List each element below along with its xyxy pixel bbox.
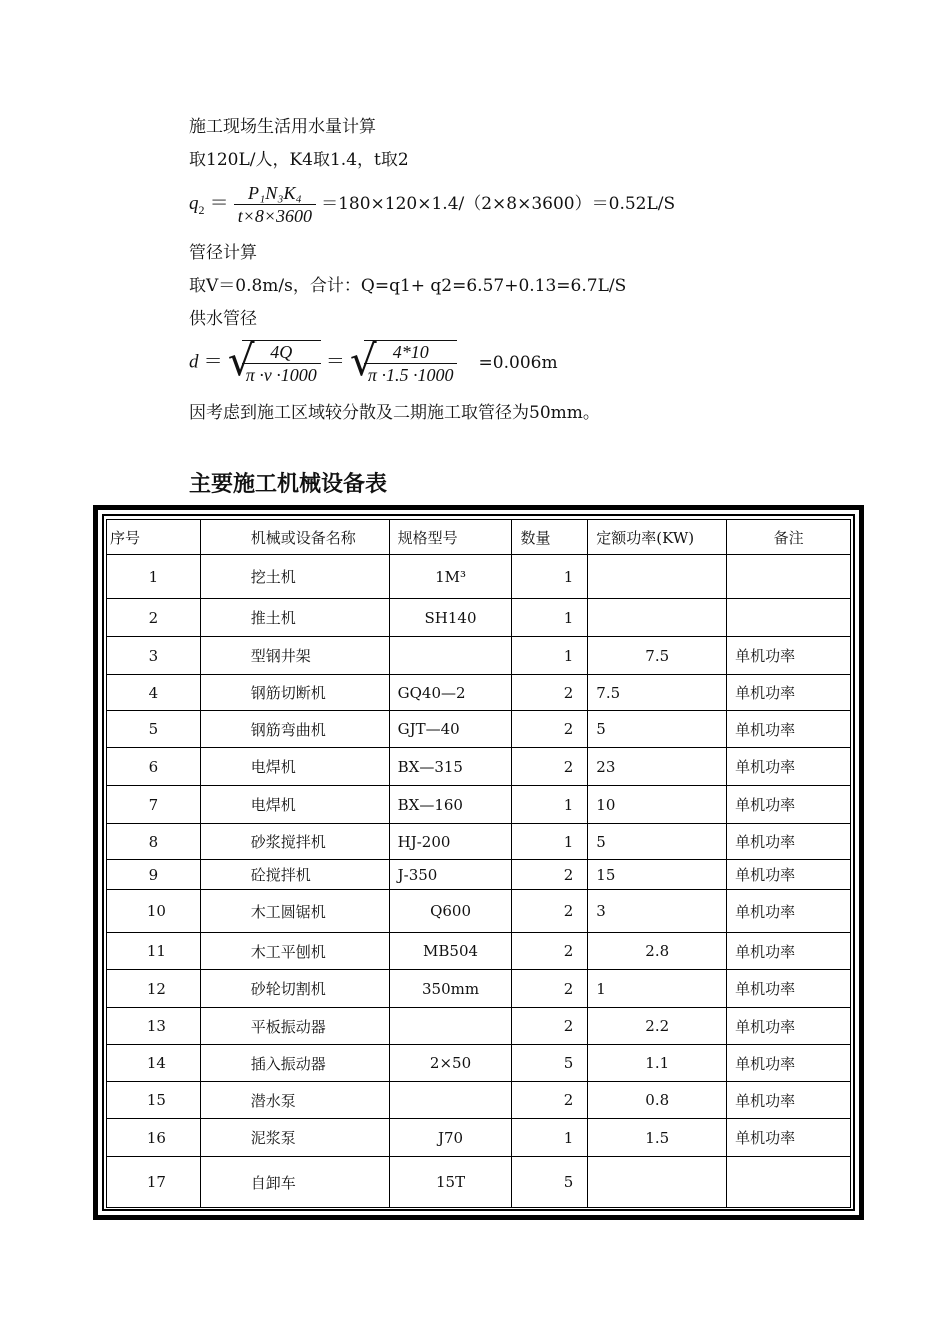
cell-note: 单机功率: [727, 675, 851, 711]
cell-power: [588, 555, 727, 599]
header-qty: 数量: [512, 520, 588, 555]
q2-numerator: P₁N₃K₄: [234, 182, 316, 205]
cell-spec: [389, 637, 512, 675]
cell-no: 2: [107, 599, 201, 637]
cell-qty: 2: [512, 748, 588, 786]
table-row: [107, 860, 851, 890]
cell-name: 泥浆泵: [200, 1119, 389, 1157]
cell-name: 推土机: [200, 599, 389, 637]
cell-qty: 1: [512, 599, 588, 637]
cell-no: 4: [107, 675, 201, 711]
q2-fraction: [234, 182, 316, 227]
table-row: [107, 1119, 851, 1157]
cell-qty: 2: [512, 711, 588, 748]
cell-no: 6: [107, 748, 201, 786]
sqrt1-denominator: π ·v ·1000: [245, 365, 317, 385]
table-row: [107, 675, 851, 711]
table-row: [107, 1008, 851, 1045]
equipment-table: [106, 519, 851, 1208]
cell-no: 13: [107, 1008, 201, 1045]
assumption-text: 取120L/人，K4取1.4，t取2: [189, 150, 409, 170]
cell-name: 木工平刨机: [200, 933, 389, 970]
cell-qty: 2: [512, 970, 588, 1008]
cell-spec: J70: [389, 1119, 512, 1157]
table-row: [107, 637, 851, 675]
cell-power: 10: [588, 786, 727, 824]
pipe-calculation: 取V＝0.8m/s，合计：Q=q1+ q2=6.57+0.13=6.7L/S: [189, 276, 627, 296]
cell-no: 15: [107, 1082, 201, 1119]
cell-name: 潜水泵: [200, 1082, 389, 1119]
cell-name: 钢筋切断机: [200, 675, 389, 711]
table-row: [107, 599, 851, 637]
cell-name: 木工圆锯机: [200, 890, 389, 933]
cell-name: 平板振动器: [200, 1008, 389, 1045]
cell-spec: BX—160: [389, 786, 512, 824]
diameter-formula: d ＝ √ $\frac{4Q}{\pi \cdot v \cdot 1000}$ ＝ √ $\frac{4*10}{\pi \cdot 1.5 \cdot 1000}$ =0.006m: [189, 336, 558, 385]
cell-note: 单机功率: [727, 970, 851, 1008]
cell-power: 1.5: [588, 1119, 727, 1157]
table-header-row: [107, 520, 851, 555]
cell-no: 3: [107, 637, 201, 675]
diameter-result: =0.006m: [478, 352, 558, 373]
cell-spec: 1M³: [389, 555, 512, 599]
cell-no: 12: [107, 970, 201, 1008]
cell-no: 17: [107, 1157, 201, 1208]
sqrt-1: √ $\frac{4Q}{\pi \cdot v \cdot 1000}$: [228, 340, 321, 386]
table-row: [107, 786, 851, 824]
table-row: [107, 890, 851, 933]
cell-name: 插入振动器: [200, 1045, 389, 1082]
cell-spec: BX—315: [389, 748, 512, 786]
cell-no: 10: [107, 890, 201, 933]
cell-qty: 1: [512, 555, 588, 599]
cell-note: 单机功率: [727, 890, 851, 933]
cell-spec: [389, 1008, 512, 1045]
cell-qty: 1: [512, 786, 588, 824]
cell-no: 1: [107, 555, 201, 599]
sqrt1-numerator: 4Q: [242, 341, 321, 364]
cell-qty: 2: [512, 1082, 588, 1119]
table-row: [107, 748, 851, 786]
sqrt2-numerator: 4*10: [364, 341, 458, 364]
cell-qty: 2: [512, 890, 588, 933]
cell-power: 1.1: [588, 1045, 727, 1082]
cell-note: 单机功率: [727, 1045, 851, 1082]
cell-power: 2.2: [588, 1008, 727, 1045]
cell-spec: [389, 1082, 512, 1119]
cell-power: 1: [588, 970, 727, 1008]
cell-qty: 1: [512, 1119, 588, 1157]
sqrt-2: √ $\frac{4*10}{\pi \cdot 1.5 \cdot 1000}$: [350, 340, 458, 386]
cell-power: 23: [588, 748, 727, 786]
cell-power: 5: [588, 711, 727, 748]
cell-spec: Q600: [389, 890, 512, 933]
q2-denominator: t×8×3600: [237, 206, 312, 226]
cell-note: [727, 555, 851, 599]
cell-note: 单机功率: [727, 860, 851, 890]
cell-qty: 5: [512, 1045, 588, 1082]
cell-name: 型钢井架: [200, 637, 389, 675]
table-row: [107, 824, 851, 860]
cell-note: 单机功率: [727, 1008, 851, 1045]
header-name: 机械或设备名称: [200, 520, 389, 555]
cell-name: 电焊机: [200, 748, 389, 786]
cell-name: 电焊机: [200, 786, 389, 824]
d-lhs: d: [189, 351, 199, 373]
cell-power: 2.8: [588, 933, 727, 970]
cell-note: 单机功率: [727, 1119, 851, 1157]
cell-name: 钢筋弯曲机: [200, 711, 389, 748]
cell-note: 单机功率: [727, 637, 851, 675]
cell-name: 挖土机: [200, 555, 389, 599]
cell-qty: 2: [512, 860, 588, 890]
pipe-title: 管径计算: [189, 243, 257, 263]
cell-no: 9: [107, 860, 201, 890]
cell-spec: GJT—40: [389, 711, 512, 748]
table-row: [107, 933, 851, 970]
cell-spec: 350mm: [389, 970, 512, 1008]
cell-note: 单机功率: [727, 786, 851, 824]
cell-power: 5: [588, 824, 727, 860]
header-spec: 规格型号: [389, 520, 512, 555]
header-no: 序号: [107, 520, 201, 555]
cell-name: 砼搅拌机: [200, 860, 389, 890]
cell-spec: MB504: [389, 933, 512, 970]
cell-name: 自卸车: [200, 1157, 389, 1208]
table-row: [107, 711, 851, 748]
cell-power: 0.8: [588, 1082, 727, 1119]
cell-spec: SH140: [389, 599, 512, 637]
header-note: 备注: [727, 520, 851, 555]
cell-qty: 2: [512, 675, 588, 711]
header-power: 定额功率(KW): [588, 520, 727, 555]
table-row: [107, 1157, 851, 1208]
cell-no: 16: [107, 1119, 201, 1157]
cell-name: 砂轮切割机: [200, 970, 389, 1008]
conclusion-text: 因考虑到施工区域较分散及二期施工取管径为50mm。: [189, 403, 600, 423]
cell-qty: 2: [512, 933, 588, 970]
cell-spec: 2×50: [389, 1045, 512, 1082]
cell-note: [727, 599, 851, 637]
table-row: [107, 970, 851, 1008]
cell-spec: GQ40—2: [389, 675, 512, 711]
q2-formula: $q_2$ ＝ $\frac{\text{P₁N₃K₄}}{t\times 8\times 3600}$ ＝180×120×1.4/（2×8×3600）＝0.52L/S: [189, 183, 676, 226]
cell-note: 单机功率: [727, 748, 851, 786]
cell-spec: 15T: [389, 1157, 512, 1208]
cell-qty: 2: [512, 1008, 588, 1045]
cell-note: 单机功率: [727, 711, 851, 748]
cell-power: 7.5: [588, 675, 727, 711]
sqrt2-denominator: π ·1.5 ·1000: [367, 365, 454, 385]
cell-qty: 1: [512, 824, 588, 860]
cell-note: 单机功率: [727, 933, 851, 970]
cell-note: 单机功率: [727, 1082, 851, 1119]
cell-note: 单机功率: [727, 824, 851, 860]
supply-title: 供水管径: [189, 309, 257, 329]
cell-no: 11: [107, 933, 201, 970]
cell-power: 15: [588, 860, 727, 890]
cell-name: 砂浆搅拌机: [200, 824, 389, 860]
cell-power: 3: [588, 890, 727, 933]
cell-spec: HJ-200: [389, 824, 512, 860]
table-row: [107, 1045, 851, 1082]
cell-qty: 5: [512, 1157, 588, 1208]
cell-power: [588, 599, 727, 637]
cell-power: 7.5: [588, 637, 727, 675]
q2-result: ＝180×120×1.4/（2×8×3600）＝0.52L/S: [321, 194, 676, 214]
cell-power: [588, 1157, 727, 1208]
q2-lhs: $q_2$: [189, 193, 205, 217]
cell-no: 7: [107, 786, 201, 824]
cell-no: 5: [107, 711, 201, 748]
cell-qty: 1: [512, 637, 588, 675]
cell-no: 14: [107, 1045, 201, 1082]
table-title: 主要施工机械设备表: [189, 472, 388, 497]
table-row: [107, 555, 851, 599]
cell-spec: J-350: [389, 860, 512, 890]
cell-no: 8: [107, 824, 201, 860]
section-title: 施工现场生活用水量计算: [189, 117, 376, 137]
cell-note: [727, 1157, 851, 1208]
table-row: [107, 1082, 851, 1119]
